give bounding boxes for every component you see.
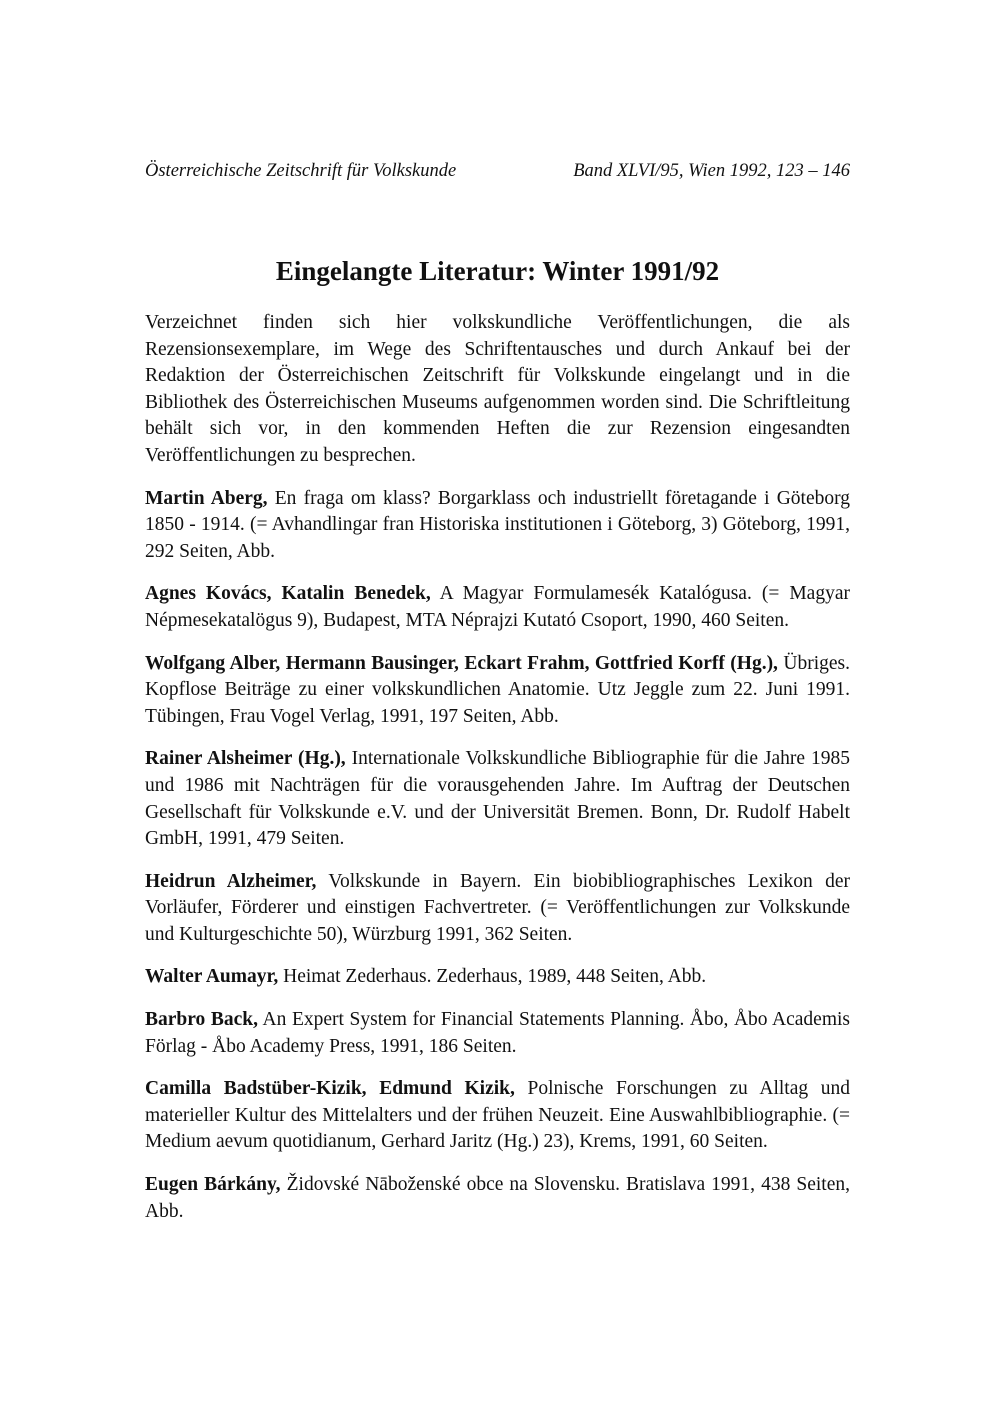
intro-paragraph: Verzeichnet finden sich hier volkskundliche Veröffentlichungen, die als Rezensionsexemplare, im Wege des Schriftentausches und durch Ankauf bei der Redaktion der Österreichischen Zeitschrift für Volkskunde eingelangt und in die Bibliothek des Österreichischen Museums aufgenommen worden sind. Die Schriftleitung behält sich vor, in den kommenden Heften die zur Rezension eingesandten Veröffentlichungen zu besprechen. (145, 312, 850, 466)
bibliography-entry (145, 1076, 850, 1156)
entry-text: Židovské Nāboženské obce na Slovensku. Bratislava 1991, 438 Seiten, Abb. (145, 1174, 850, 1222)
entry-authors: Barbro Back, (145, 1009, 259, 1031)
page-title: Eingelangte Literatur: Winter 1991/92 (275, 256, 720, 286)
document-page (145, 158, 850, 1225)
entry-text: Internationale Volkskundliche Bibliographie für die Jahre 1985 und 1986 mit Nachträgen für die vorausgehenden Jahre. Im Auftrag der Deutschen Gesellschaft für Volkskunde e.V. und der Universität Bremen. Bonn, Dr. Rudolf Habelt GmbH, 1991, 479 Seiten. (145, 748, 850, 850)
entry-authors: Walter Aumayr, (145, 966, 279, 988)
bibliography-entry (145, 746, 850, 852)
entry-authors: Martin Aberg, (145, 487, 268, 509)
entry-authors: Agnes Kovács, Katalin Benedek, (145, 583, 431, 605)
entry-authors: Camilla Badstüber-Kizik, Edmund Kizik, (145, 1078, 515, 1100)
entry-text: Übriges. Kopflose Beiträge zu einer volkskundlichen Anatomie. Utz Jeggle zum 22. Juni 1991. Tübingen, Frau Vogel Verlag, 1991, 197 Seiten, Abb. (145, 652, 850, 727)
running-header (145, 158, 850, 184)
entry-authors: Rainer Alsheimer (Hg.), (145, 748, 346, 770)
entry-text: Volkskunde in Bayern. Ein biobibliographisches Lexikon der Vorläufer, Förderer und einstigen Fachvertreter. (= Veröffentlichungen zur Volkskunde und Kulturgeschichte 50), Würzburg 1991, 362 Seiten. (145, 870, 850, 945)
bibliography-entry (145, 964, 850, 991)
entry-authors: Heidrun Alzheimer, (145, 870, 317, 892)
bibliography-entry (145, 651, 850, 731)
entry-text: En fraga om klass? Borgarklass och industriellt företagande i Göteborg 1850 - 1914. (= Avhandlingar fran Historiska institutionen i Göteborg, 3) Göteborg, 1991, 292 Seiten, Abb. (145, 487, 851, 562)
entry-authors: Eugen Bárkány, (145, 1174, 281, 1196)
bibliography-entry (145, 1172, 850, 1225)
bibliography-entry (145, 1007, 850, 1060)
bibliography-entry (145, 869, 850, 949)
bibliography-entry (145, 581, 850, 634)
bibliography-entry (145, 486, 850, 566)
entry-text: An Expert System for Financial Statements Planning. Åbo, Åbo Academis Förlag - Åbo Academy Press, 1991, 186 Seiten. (145, 1009, 850, 1057)
journal-name: Österreichische Zeitschrift für Volkskunde (145, 161, 457, 181)
entry-text: Heimat Zederhaus. Zederhaus, 1989, 448 Seiten, Abb. (283, 966, 707, 988)
entry-text: Polnische Forschungen zu Alltag und materieller Kultur des Mittelalters und der frühen Neuzeit. Eine Auswahlbibliographie. (= Medium aevum quotidianum, Gerhard Jaritz (Hg.) 23), Krems, 1991, 60 Seiten. (145, 1078, 851, 1153)
volume-info: Band XLVI/95, Wien 1992, 123 – 146 (573, 161, 850, 181)
entry-authors: Wolfgang Alber, Hermann Bausinger, Eckart Frahm, Gottfried Korff (Hg.), (145, 652, 778, 674)
entry-text: A Magyar Formulamesék Katalógusa. (= Magyar Népmesekatalögus 9), Budapest, MTA Néprajzi Kutató Csoport, 1990, 460 Seiten. (145, 583, 850, 631)
